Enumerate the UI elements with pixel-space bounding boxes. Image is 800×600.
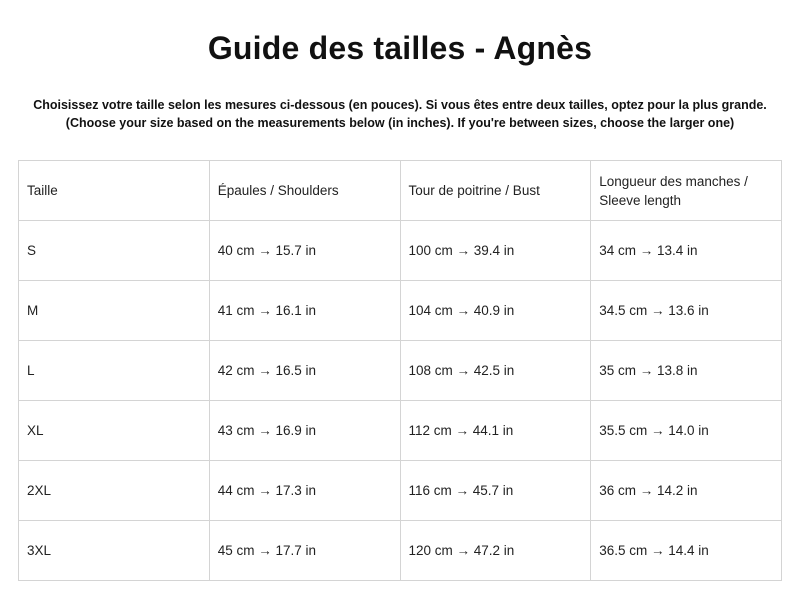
cell-size: L [19,341,210,401]
cell-sleeve-length: 35.5 cm → 14.0 in [591,401,782,461]
table-row [19,341,782,401]
cell-sleeve-length: 34.5 cm → 13.6 in [591,281,782,341]
cell-bust: 100 cm → 39.4 in [400,221,591,281]
cell-sleeve-length: 35 cm → 13.8 in [591,341,782,401]
header-sleeve-length: Longueur des manches / Sleeve length [591,161,782,221]
cell-bust: 104 cm → 40.9 in [400,281,591,341]
cell-shoulders: 43 cm → 16.9 in [209,401,400,461]
header-shoulders: Épaules / Shoulders [209,161,400,221]
header-bust: Tour de poitrine / Bust [400,161,591,221]
cell-shoulders: 40 cm → 15.7 in [209,221,400,281]
cell-bust: 112 cm → 44.1 in [400,401,591,461]
cell-sleeve-length: 36 cm → 14.2 in [591,461,782,521]
page-title: Guide des tailles - Agnès [207,30,593,66]
cell-bust: 108 cm → 42.5 in [400,341,591,401]
intro-text [0,96,800,132]
cell-sleeve-length: 36.5 cm → 14.4 in [591,521,782,581]
table-row [19,461,782,521]
table-row [19,221,782,281]
cell-sleeve-length: 34 cm → 13.4 in [591,221,782,281]
cell-bust: 120 cm → 47.2 in [400,521,591,581]
table-row [19,521,782,581]
cell-size: 3XL [19,521,210,581]
cell-bust: 116 cm → 45.7 in [400,461,591,521]
cell-shoulders: 44 cm → 17.3 in [209,461,400,521]
intro-line-en: (Choose your size based on the measurements below (in inches). If you're between sizes, choose the larger one) [65,116,735,130]
cell-size: 2XL [19,461,210,521]
cell-shoulders: 45 cm → 17.7 in [209,521,400,581]
header-size: Taille [19,161,210,221]
table-header-row [19,161,782,221]
intro-line-fr: Choisissez votre taille selon les mesures ci-dessous (en pouces). Si vous êtes entre deux tailles, optez pour la plus grande. [33,98,767,112]
cell-size: XL [19,401,210,461]
table-row [19,281,782,341]
cell-shoulders: 42 cm → 16.5 in [209,341,400,401]
cell-size: M [19,281,210,341]
cell-size: S [19,221,210,281]
cell-shoulders: 41 cm → 16.1 in [209,281,400,341]
size-table [18,160,782,581]
table-row [19,401,782,461]
